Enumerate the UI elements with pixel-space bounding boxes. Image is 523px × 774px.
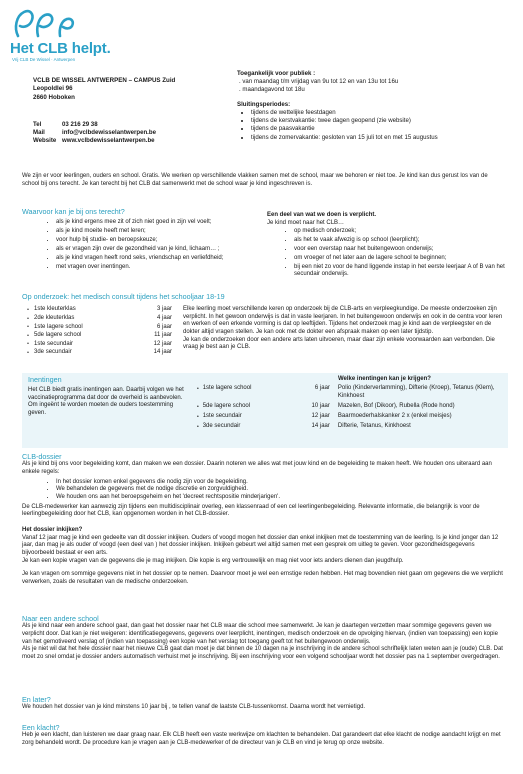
- list-item: • bij een niet zo voor de hand liggende instap in het eerste leerjaar A of B van het secundair onderwijs.: [294, 264, 507, 279]
- class-label: secundair: [45, 349, 72, 356]
- class-num: 5de: [34, 332, 45, 339]
- list-item: • voor een overstap naar het buitengewoon onderwijs;: [294, 246, 507, 254]
- obligatory-subtitle: Je kind moet naar het CLB…: [267, 219, 345, 226]
- closing-item: • tijdens de kerstvakantie: twee dagen geopend (zie website): [251, 117, 507, 125]
- list-item: • als je kind ergens mee zit of zich niet goed in zijn vel voelt;: [56, 219, 262, 227]
- class-label: lagere school: [45, 332, 82, 339]
- contact-label: Mail: [33, 129, 45, 137]
- school-street: Leopoldlei 96: [33, 85, 73, 93]
- vaccination-paragraph: Het CLB biedt gratis inentingen aan. Daarbij volgen we het vaccinatieprogramma dat door de overheid is aanbevolen.: [28, 387, 184, 401]
- complaint-section: [22, 723, 508, 748]
- section-title: Op onderzoek: het medisch consult tijdens het schooljaar 18-19: [22, 292, 225, 301]
- later-section: [22, 695, 508, 712]
- class-row: • 3de secundair 14 jaar: [27, 349, 172, 357]
- section-title: En later?: [22, 695, 51, 704]
- class-label: lagere school: [47, 323, 83, 330]
- vac-label: secundair: [215, 412, 242, 419]
- school-city: 2660 Hoboken: [33, 93, 75, 101]
- vaccination-paragraph: Om ingeënt te worden moeten de ouders toestemming geven.: [28, 402, 174, 417]
- intro-text: We zijn er voor leerlingen, ouders en school. Gratis. We werken op verschillende vlakken samen met de school, maar we behoren er niet toe. Je kind kan dus gerust los van de school bij ons terecht. Je kan terecht bij het CLB dat samenwerkt met de school waar je kind ingeschreven is.: [22, 173, 488, 187]
- class-age: 4 jaar: [156, 315, 172, 322]
- class-label: kleuterklas: [47, 306, 76, 313]
- class-row: • 1ste secundair 12 jaar: [27, 340, 172, 348]
- access-line: . maandagavond tot 18u: [239, 86, 305, 94]
- list-item: • als het te vaak afwezig is op school (leerplicht);: [294, 237, 507, 245]
- vaccination-text: [28, 387, 188, 418]
- list-item: • We houden ons aan het beroepsgeheim en het 'decreet rechtspositie minderjarigen'.: [56, 494, 508, 502]
- obligatory-section: [267, 212, 507, 280]
- class-label: secundair: [47, 340, 74, 347]
- class-age: 12 jaar: [153, 340, 172, 347]
- later-paragraph: We houden het dossier van je kind minstens 10 jaar bij , te tellen vanaf de laatste CLB-tussenkomst. Daarna wordt het vernietigd.: [22, 704, 366, 711]
- contact-block: [33, 121, 233, 146]
- section-title: Naar een andere school: [22, 614, 99, 623]
- class-age: 11 jaar: [154, 332, 172, 339]
- contact-website: [33, 137, 233, 145]
- vac-age: 6 jaar: [314, 385, 330, 391]
- inspect-title: Het dossier inkijken?: [22, 526, 83, 533]
- consult-classes: [22, 306, 172, 358]
- contact-label: Tel: [33, 121, 42, 128]
- contact-label: Website: [33, 137, 57, 145]
- vac-num: 1ste: [202, 412, 215, 419]
- vaccination-row: • 1ste secundair 12 jaar Baarmoederhalskanker 2 x (enkel meisjes): [193, 413, 503, 421]
- class-num: 2de: [34, 315, 45, 322]
- class-row: • 5de lagere school 11 jaar: [27, 332, 172, 339]
- class-age: 14 jaar: [153, 349, 172, 356]
- inspect-paragraph: Je kan een kopie vragen van de gegevens die je mag inkijken. Die kopie is erg vertrouwelijk en mag niet voor iets anders dienen dan jeugdhulp.: [22, 557, 404, 564]
- list-item: • met vragen over inentingen.: [56, 264, 262, 272]
- vaccination-row: • 1ste lagere school 6 jaar Polio (Kinderverlamming), Difterie (Kroep), Tetanus (Klem), Kinkhoest: [193, 385, 503, 400]
- section-title: Waarvoor kan je bij ons terecht?: [22, 207, 125, 216]
- class-age: 3 jaar: [156, 306, 172, 313]
- section-title: Een klacht?: [22, 723, 60, 732]
- list-item: • voor hulp bij studie- en beroepskeuze;: [56, 237, 262, 245]
- consult-paragraph: Je kan de onderzoeken door een andere arts laten uitvoeren, maar daar zijn enkele voorwaarden aan verbonden. Die vraag je best aan je CLB.: [183, 336, 495, 351]
- logo-subtitle: Vrij CLB De Wissel · Antwerpen: [12, 57, 76, 62]
- list-item: • als je kind vragen heeft rond seks, vriendschap en verliefdheid;: [56, 255, 262, 263]
- list-item: • als je kind moeite heeft met leren;: [56, 228, 262, 236]
- section-title: Inentingen: [28, 375, 62, 384]
- school-address: [33, 77, 233, 102]
- class-label: kleuterklas: [45, 315, 75, 322]
- obligatory-title: Een deel van wat we doen is verplicht.: [267, 212, 377, 218]
- vac-vaccines: Baarmoederhalskanker 2 x (enkel meisjes): [337, 412, 452, 419]
- class-num: 1ste: [34, 306, 46, 313]
- vaccination-row: • 5de lagere school 10 jaar Mazelen, Bof (Dikoor), Rubella (Rode hond): [193, 403, 503, 411]
- opening-info: [237, 70, 507, 142]
- clb-logo: [10, 6, 110, 64]
- consult-paragraph: Elke leerling moet verschillende keren op onderzoek bij de CLB-arts en verpleegkundige. De meeste onderzoeken zijn verplicht. In het gewoon onderwijs is dat in vaste leerjaren. In het buitengewoon onderwijs en ook in de centra voor leren en werken of een erkende vorming is dat op leeftijden. Tijdens het onderzoek mag je kind aan de verpleegster en de dokter altijd vragen stellen. Je kan ook met de dokter een afspraak maken op een later tijdstip.: [183, 306, 503, 336]
- list-item: • om vroeger of net later aan de lagere school te beginnen;: [294, 255, 507, 263]
- other-school-section: [22, 614, 508, 662]
- closing-item: • tijdens de zomervakantie: gesloten van 15 juli tot en met 15 augustus: [251, 134, 507, 142]
- section-title: CLB-dossier: [22, 452, 62, 461]
- vac-label: lagere school: [214, 402, 251, 409]
- vaccination-row: • 3de secundair 14 jaar Difterie, Tetanus, Kinkhoest: [193, 423, 503, 431]
- dossier-intro: Als je kind bij ons voor begeleiding komt, dan maken we een dossier. Daarin noteren we alles wat met jouw kind en de begeleiding te maken heeft. We houden ons uiteraard aan enkele regels:: [22, 461, 492, 475]
- contact-value[interactable]: www.vclbdewisselantwerpen.be: [62, 137, 155, 145]
- contact-value[interactable]: info@vclbdewisselantwerpen.be: [62, 129, 156, 137]
- contact-value: 03 216 29 38: [62, 121, 98, 128]
- vac-age: 10 jaar: [311, 402, 330, 409]
- list-item: • We behandelen de gegevens met de nodige discretie en zorgvuldigheid.: [56, 486, 508, 494]
- dossier-after: De CLB-medewerker kan aanwezig zijn tijdens een multidisciplinair overleg, een klassenraad of een cel leerlingenbegeleiding. Relevante informatie, die belangrijk is voor de leerlingbegeleiding door het CLB, kan opgenomen worden in het CLB-dossier.: [22, 503, 480, 518]
- vac-vaccines: Difterie, Tetanus, Kinkhoest: [337, 422, 411, 429]
- logo-text: Het CLB helpt.: [10, 40, 111, 57]
- class-num: 1ste: [34, 340, 46, 347]
- vac-age: 14 jaar: [311, 422, 330, 429]
- access-line: . van maandag t/m vrijdag van 9u tot 12 en van 13u tot 16u: [239, 78, 399, 86]
- vaccination-table: [193, 385, 503, 433]
- class-row: • 2de kleuterklas 4 jaar: [27, 315, 172, 322]
- vac-num: 3de: [202, 422, 213, 429]
- class-num: 3de: [34, 349, 45, 356]
- class-age: 6 jaar: [156, 323, 172, 330]
- vaccination-question: Welke inentingen kan je krijgen?: [338, 376, 431, 382]
- consult-text: [183, 306, 508, 352]
- contact-tel: [33, 121, 233, 129]
- inspect-paragraph: Vanaf 12 jaar mag je kind een gedeelte van dit dossier inkijken. Ouders of voogd mogen het dossier dan enkel inkijken met de toestemming van de leerling. Is je kind jonger dan 12 jaar, dan mag je als ouder of voogd (een deel van ) het dossier inkijken. Inkijken gebeurt wel altijd samen met een gesprek om uitleg te geven. Voor gezondheidsgegevens bijvoorbeeld bestaat er een arts.: [22, 534, 499, 556]
- vac-vaccines: Polio (Kinderverlamming), Difterie (Kroep), Tetanus (Klem), Kinkhoest: [337, 385, 495, 399]
- vac-age: 12 jaar: [311, 412, 330, 419]
- list-item: • als er vragen zijn over de gezondheid van je kind, lichaam… ;: [56, 246, 262, 254]
- list-item: • op medisch onderzoek;: [294, 228, 507, 236]
- vac-label: secundair: [214, 422, 241, 429]
- inspect-paragraph: Je kan vragen om sommige gegevens niet in het dossier op te nemen. Daarvoor moet je wel een ernstige reden hebben. Het mag bovendien niet gaan om gegevens die we verplicht verwerken, zoals de resultaten van de medische onderzoeken.: [22, 571, 503, 585]
- when-section: [22, 207, 262, 272]
- other-school-paragraph: Als je niet wil dat het hele dossier naar het nieuwe CLB gaat dan moet je dat binnen de 10 dagen na je inschrijving in de andere school schriftelijk laten weten aan je (oude) CLB. Dat moet zo snel omdat je dossier anders automatisch verhuist met je inschrijving. Bij een inschrijving voor een volgend schooljaar wordt het dossier pas na 1 september overgedragen.: [22, 646, 503, 660]
- closing-title: Sluitingsperiodes:: [237, 100, 291, 108]
- vac-label: lagere school: [215, 385, 252, 391]
- vac-vaccines: Mazelen, Bof (Dikoor), Rubella (Rode hond): [337, 402, 455, 409]
- other-school-paragraph: Als je kind naar een andere school gaat, dan gaat het dossier naar het CLB waar die school mee samenwerkt. Je kan je daartegen verzetten maar sommige gegevens geven we verplicht door. Dat kan je niet weigeren: identificatiegegevens, gegevens over leerplicht, inentingen, medisch onderzoek en de opvolging hiervan, (indien van toepassing) een kopie van het gemotiveerd verslag of (indien van toepassing) een kopie van het verslag tot toegang geeft tot het buitengewoon onderwijs.: [22, 623, 498, 645]
- school-name: VCLB DE WISSEL ANTWERPEN – CAMPUS Zuid: [33, 77, 176, 84]
- class-row: • 1ste kleuterklas 3 jaar: [27, 306, 172, 314]
- closing-item: • tijdens de wettelijke feestdagen: [251, 109, 507, 117]
- contact-mail: [33, 129, 233, 137]
- dossier-section: [22, 452, 508, 587]
- vac-num: 5de: [202, 402, 213, 409]
- class-num: 1ste: [34, 323, 46, 330]
- list-item: • In het dossier komen enkel gegevens die nodig zijn voor de begeleiding.: [56, 479, 508, 487]
- access-title: Toegankelijk voor publiek :: [237, 70, 316, 77]
- class-row: • 1ste lagere school 6 jaar: [27, 323, 172, 331]
- vac-num: 1ste: [202, 385, 215, 391]
- complaint-paragraph: Heb je een klacht, dan luisteren we daar graag naar. Elk CLB heeft een vaste werkwijze om klachten te behandelen. Dat garandeert dat elke klacht de nodige aandacht krijgt en met zorg behandeld wordt. De procedure kan je vragen aan je CLB-medewerker of de directeur van je CLB en vind je terug op onze website.: [22, 732, 501, 746]
- logo-figures-icon: [10, 6, 110, 40]
- closing-item: • tijdens de paasvakantie: [251, 125, 507, 133]
